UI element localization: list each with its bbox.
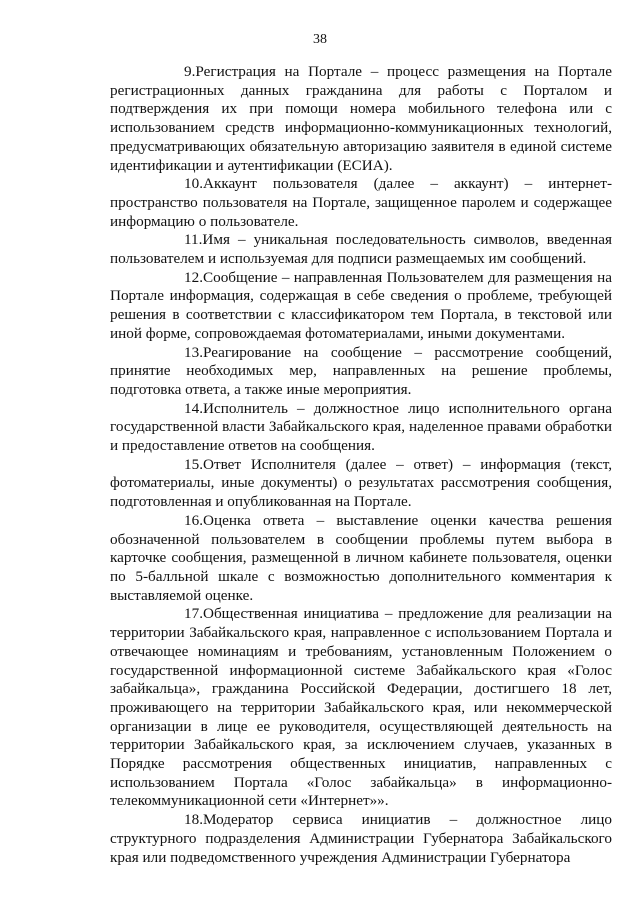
- paragraph-text: Регистрация на Портале – процесс размещения на Портале регистрационных данных гражданина для работы с Порталом и подтверждения их при помощи номера мобильного телефона или с использованием средств информационно-коммуникационных технологий, предусматривающих обязательную авторизацию заявителя в единой системе идентификации и аутентификации (ЕСИА).: [110, 63, 612, 174]
- paragraph-number: 13.: [184, 343, 203, 361]
- document-body: [110, 63, 612, 867]
- paragraph-16: [110, 512, 612, 606]
- paragraph-17: [110, 605, 612, 811]
- paragraph-text: Имя – уникальная последовательность символов, введенная пользователем и используемая для подписи размещаемых им сообщений.: [110, 231, 612, 268]
- page-number: 38: [313, 32, 327, 47]
- paragraph-text: Ответ Исполнителя (далее – ответ) – информация (текст, фотоматериалы, иные документы) о результатах рассмотрения сообщения, подготовленная и опубликованная на Портале.: [110, 455, 612, 511]
- paragraph-number: 15.: [184, 455, 203, 473]
- paragraph-13: [110, 344, 612, 400]
- paragraph-12: [110, 269, 612, 344]
- paragraph-15: [110, 456, 612, 512]
- paragraph-18: [110, 811, 612, 867]
- paragraph-text: Оценка ответа – выставление оценки качества решения обозначенной пользователем в сообщении проблемы путем выбора в карточке сообщения, размещенной в личном кабинете пользователя, оценки по 5-балльной шкале с возможностью дополнительного комментария к выставляемой оценке.: [110, 511, 612, 604]
- paragraph-number: 12.: [184, 268, 203, 286]
- paragraph-text: Исполнитель – должностное лицо исполнительного органа государственной власти Забайкальского края, наделенное правами обработки и предоставление ответов на сообщения.: [110, 399, 612, 455]
- paragraph-text: Реагирование на сообщение – рассмотрение сообщений, принятие необходимых мер, направленных на решение проблемы, подготовка ответа, а также иные мероприятия.: [110, 343, 612, 398]
- paragraph-10: [110, 175, 612, 231]
- paragraph-11: [110, 231, 612, 268]
- paragraph-number: 11.: [184, 231, 203, 249]
- paragraph-text: Общественная инициатива – предложение для реализации на территории Забайкальского края, направленное с использованием Портала и отвечающее номинациям и требованиям, установленным Положением о государственной информационной системе Забайкальского края «Голос забайкальца», гражданина Российской Федерации, достигшего 18 лет, проживающего на территории Забайкальского края, или некоммерческой организации в лице ее руководителя, осуществляющей деятельность на территории Забайкальского края, за исключением случаев, указанных в Порядке рассмотрения общественных инициатив, направленных с использованием Портала «Голос забайкальца» в информационно-телекоммуникационной сети «Интернет»».: [110, 605, 612, 810]
- paragraph-number: 9.: [184, 63, 196, 80]
- paragraph-number: 16.: [184, 511, 203, 529]
- paragraph-text: Аккаунт пользователя (далее – аккаунт) – интернет-пространство пользователя на Портале, защищенное паролем и содержащее информацию о пользователе.: [110, 175, 612, 230]
- paragraph-number: 17.: [184, 605, 203, 623]
- paragraph-number: 10.: [184, 175, 203, 193]
- paragraph-number: 18.: [184, 811, 203, 829]
- paragraph-number: 14.: [184, 399, 203, 417]
- paragraph-14: [110, 400, 612, 456]
- paragraph-9: [110, 63, 612, 175]
- paragraph-text: Сообщение – направленная Пользователем для размещения на Портале информация, содержащая в себе сведения о проблеме, требующей решения в соответствии с классификатором тем Портала, в текстовой или иной форме, сопровождаемая фотоматериалами, иными документами.: [110, 268, 612, 342]
- paragraph-text: Модератор сервиса инициатив – должностное лицо структурного подразделения Администрации Губернатора Забайкальского края или подведомственного учреждения Администрации Губернатора: [110, 811, 612, 866]
